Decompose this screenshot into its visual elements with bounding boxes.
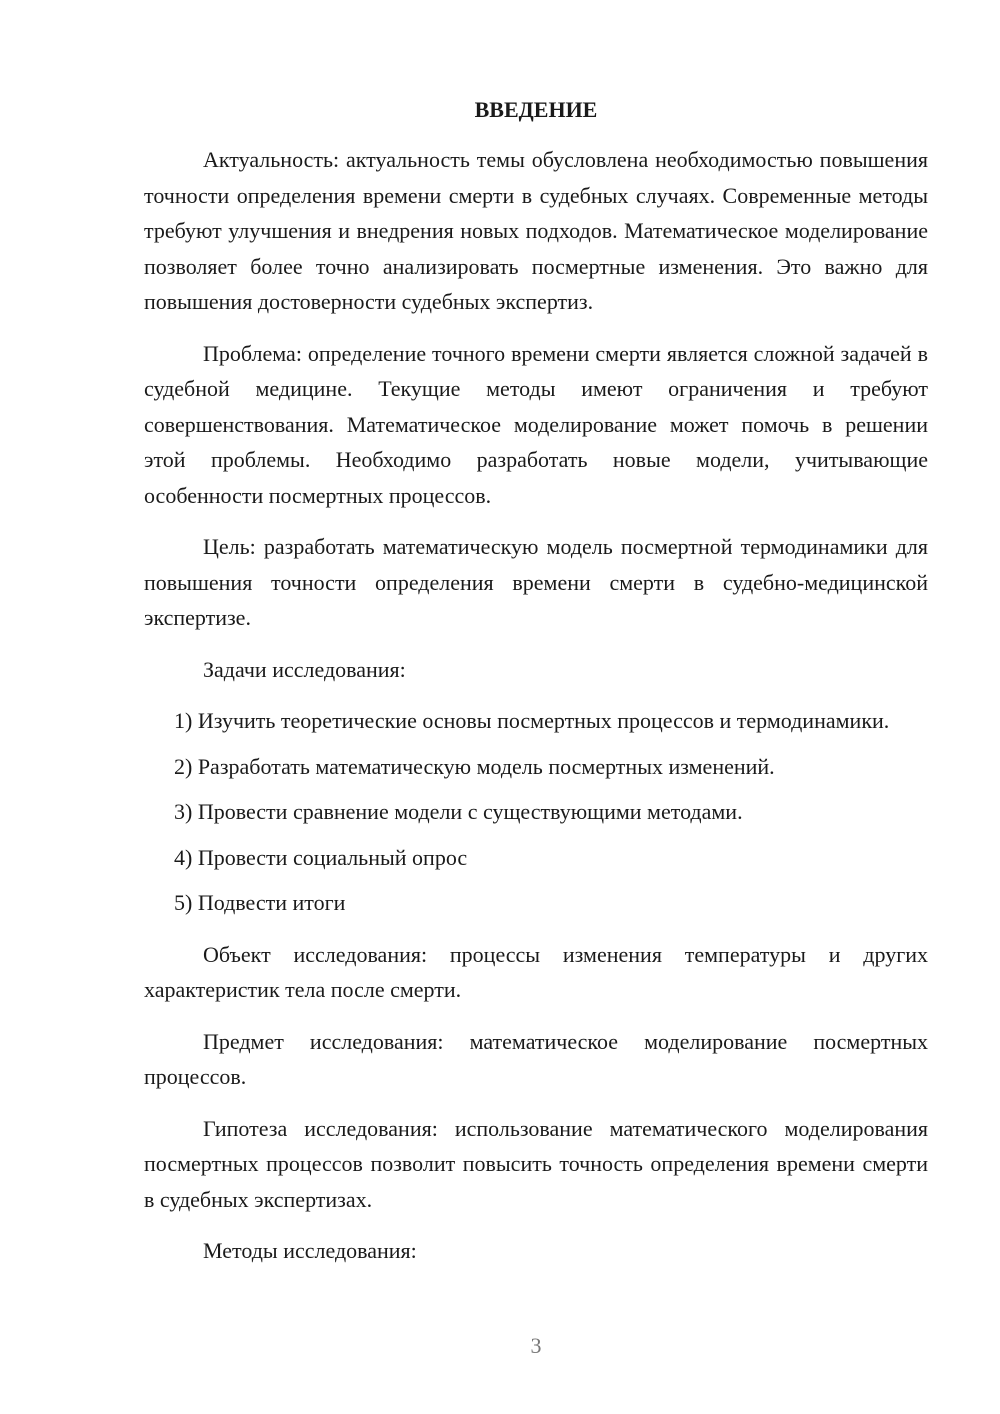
paragraph-object: Объект исследования: процессы изменения температуры и других характеристик тела после смерти. [144,941,928,1002]
page-number: 3 [530,1333,542,1358]
list-item: 1) Изучить теоретические основы посмертных процессов и термодинамики. [174,708,890,733]
paragraph-problem: Проблема: определение точного времени смерти является сложной задачей в судебной медицине. Текущие методы имеют ограничения и требуют совершенствования. Математическое моделирование может помочь в решении этой проблемы. Необходимо разработать новые модели, учитывающие особенности посмертных процессов. [144,340,928,508]
methods-heading: Методы исследования: [203,1238,417,1263]
list-item: 3) Провести сравнение модели с существующими методами. [174,799,743,824]
paragraph-subject: Предмет исследования: математическое моделирование посмертных процессов. [144,1028,928,1089]
paragraph-goal: Цель: разработать математическую модель посмертной термодинамики для повышения точности определения времени смерти в судебно-медицинской экспертизе. [144,534,928,630]
tasks-list [144,703,928,921]
list-item: 2) Разработать математическую модель посмертных изменений. [174,753,775,779]
page-content [144,92,928,1285]
tasks-heading: Задачи исследования: [203,656,406,682]
list-item: 5) Подвести итоги [174,890,346,915]
paragraph-hypothesis: Гипотеза исследования: использование математического моделирования посмертных процессов позволит повысить точность определения времени смерти в судебных экспертизах. [144,1115,928,1212]
list-item: 4) Провести социальный опрос [174,844,468,870]
paragraph-relevance: Актуальность: актуальность темы обусловлена необходимостью повышения точности определения времени смерти в судебных случаях. Современные методы требуют улучшения и внедрения новых подходов. Математическое моделирование позволяет более точно анализировать посмертные изменения. Это важно для повышения достоверности судебных экспертиз. [144,147,928,314]
page-title: ВВЕДЕНИЕ [474,97,598,122]
